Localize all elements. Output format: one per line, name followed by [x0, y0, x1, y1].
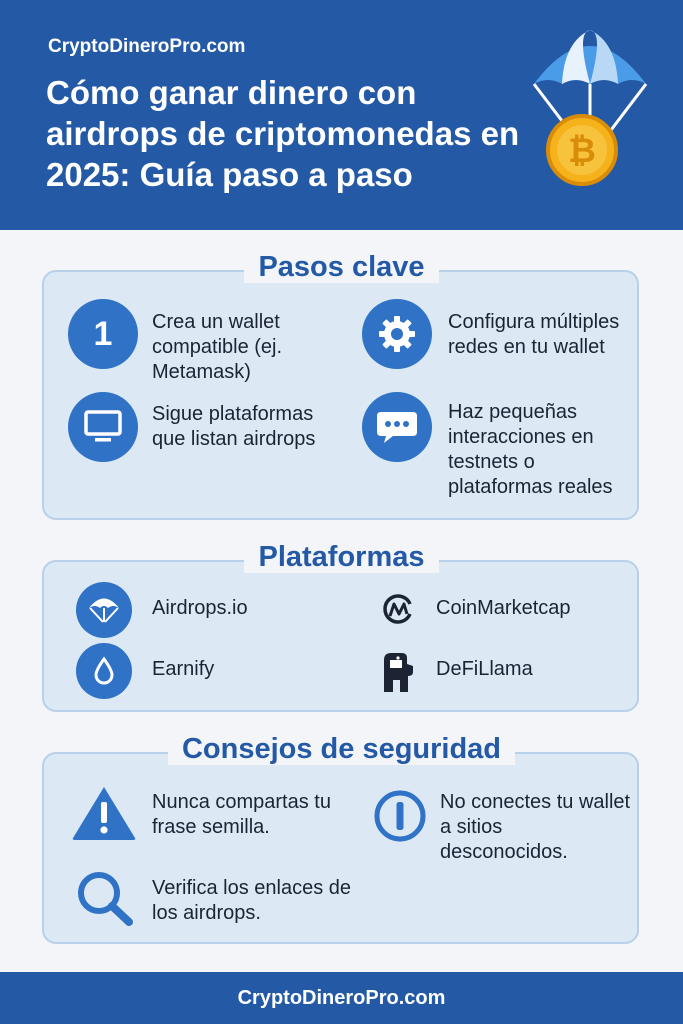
tip-2-text: No conectes tu wallet a sitios desconocidos.	[440, 791, 631, 863]
platform-airdrops-io: Airdrops.io	[152, 597, 248, 619]
parachute-bitcoin-icon	[520, 22, 660, 192]
step-4-text: Haz pequeñas interacciones en testnets o plataformas reales	[448, 401, 613, 498]
tip-1-text: Nunca compartas tu frase semilla.	[152, 791, 331, 838]
number-one-icon: 1	[68, 299, 138, 369]
exclamation-circle-icon	[373, 789, 427, 843]
svg-text:₿: ₿	[568, 131, 596, 171]
key-steps-title: Pasos clave	[0, 251, 683, 284]
step-3-text: Sigue plataformas que listan airdrops	[152, 403, 316, 450]
security-title: Consejos de seguridad	[0, 733, 683, 766]
step-2-text: Configura múltiples redes en tu wallet	[448, 311, 620, 358]
footer-site-name: CryptoDineroPro.com	[237, 987, 446, 1009]
llama-icon	[380, 650, 416, 694]
coinmarketcap-icon	[380, 592, 418, 628]
step-1-text: Crea un wallet compatible (ej. Metamask)	[152, 311, 283, 383]
footer-banner	[0, 972, 683, 1024]
header-banner	[0, 0, 683, 230]
platform-earnify: Earnify	[152, 658, 215, 680]
site-name: CryptoDineroPro.com	[48, 36, 246, 57]
warning-icon	[70, 784, 138, 842]
tip-3-text: Verifica los enlaces de los airdrops.	[152, 877, 352, 924]
drop-icon	[76, 643, 132, 699]
monitor-icon	[68, 392, 138, 462]
platforms-title: Plataformas	[0, 541, 683, 574]
platforms-panel	[42, 560, 639, 712]
platform-coinmarketcap: CoinMarketcap	[436, 597, 571, 619]
page-title: Cómo ganar dinero con airdrops de criptomonedas en 2025: Guía paso a paso	[46, 74, 520, 193]
parachute-icon	[76, 582, 132, 638]
platform-defillama: DeFiLlama	[436, 658, 533, 680]
search-icon	[74, 868, 136, 928]
gear-icon	[362, 299, 432, 369]
chat-bubble-icon	[362, 392, 432, 462]
